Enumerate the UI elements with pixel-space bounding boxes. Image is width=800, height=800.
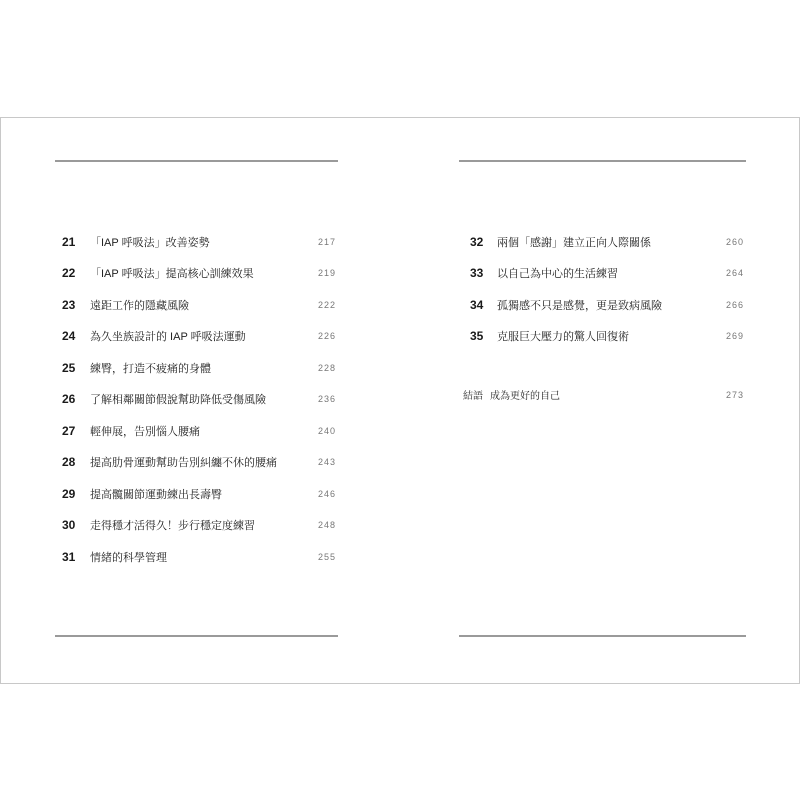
right-page-top-rule (459, 160, 746, 162)
page-number: 255 (317, 551, 336, 562)
page-number: 243 (317, 457, 336, 468)
chapter-title: 「IAP 呼吸法」提高核心訓練效果 (90, 268, 254, 281)
chapter-number: 29 (62, 486, 76, 501)
chapter-number: 26 (62, 392, 76, 407)
toc-entry (55, 510, 338, 542)
epilogue-title: 成為更好的自己 (490, 391, 560, 403)
chapter-title: 孤獨感不只是感覺，更是致病風險 (497, 299, 662, 312)
chapter-number: 31 (62, 549, 76, 564)
chapter-number: 33 (470, 266, 484, 281)
chapter-title: 提高肋骨運動幫助告別糾纏不休的腰痛 (90, 457, 277, 470)
chapter-title: 克服巨大壓力的驚人回復術 (497, 331, 629, 344)
chapter-title: 走得穩才活得久！步行穩定度練習 (90, 520, 255, 533)
page-number: 217 (317, 236, 336, 247)
page-number: 269 (725, 331, 744, 342)
chapter-number: 27 (62, 423, 76, 438)
toc-entry (55, 541, 338, 573)
chapter-title: 了解相鄰關節假說幫助降低受傷風險 (90, 394, 266, 407)
toc-entry (55, 478, 338, 510)
toc-entry (459, 289, 746, 321)
page-number: 246 (317, 488, 336, 499)
page-number: 236 (317, 394, 336, 405)
chapter-number: 21 (62, 234, 76, 249)
chapter-number: 22 (62, 266, 76, 281)
chapter-number: 32 (470, 234, 484, 249)
chapter-title: 兩個「感謝」建立正向人際關係 (497, 236, 651, 249)
page-number: 248 (317, 520, 336, 531)
toc-entry (55, 415, 338, 447)
left-page-bottom-rule (55, 635, 338, 637)
chapter-title: 為久坐族設計的 IAP 呼吸法運動 (90, 331, 246, 344)
chapter-number: 30 (62, 518, 76, 533)
chapter-title: 遠距工作的隱藏風險 (90, 299, 189, 312)
toc-entry (55, 384, 338, 416)
toc-epilogue-entry (459, 379, 746, 411)
page-number: 226 (317, 331, 336, 342)
chapter-number: 25 (62, 360, 76, 375)
page-number: 228 (317, 362, 336, 373)
chapter-title: 提高髖關節運動練出長壽臀 (90, 488, 222, 501)
page-number: 273 (725, 389, 744, 400)
chapter-number: 24 (62, 329, 76, 344)
chapter-number: 28 (62, 455, 76, 470)
chapter-number: 35 (470, 329, 484, 344)
page-number: 266 (725, 299, 744, 310)
toc-entry (459, 321, 746, 353)
toc-entry (55, 321, 338, 353)
page-number: 260 (725, 236, 744, 247)
toc-entry (55, 226, 338, 258)
page-number: 264 (725, 268, 744, 279)
chapter-title: 以自己為中心的生活練習 (497, 268, 618, 281)
toc-entry (459, 258, 746, 290)
left-page-toc (55, 226, 338, 573)
toc-entry (459, 226, 746, 258)
page-number: 219 (317, 268, 336, 279)
right-page-toc (459, 226, 746, 352)
toc-entry (55, 289, 338, 321)
chapter-title: 「IAP 呼吸法」改善姿勢 (90, 236, 210, 249)
chapter-title: 練臀，打造不疲痛的身體 (90, 362, 211, 375)
toc-entry (55, 258, 338, 290)
chapter-number: 23 (62, 297, 76, 312)
toc-entry (55, 447, 338, 479)
left-page-top-rule (55, 160, 338, 162)
page-number: 222 (317, 299, 336, 310)
epilogue-label: 結語 (463, 391, 483, 403)
chapter-title: 輕伸展，告別惱人腰痛 (90, 425, 200, 438)
right-page-bottom-rule (459, 635, 746, 637)
chapter-title: 情緒的科學管理 (90, 551, 167, 564)
toc-entry (55, 352, 338, 384)
page-number: 240 (317, 425, 336, 436)
chapter-number: 34 (470, 297, 484, 312)
